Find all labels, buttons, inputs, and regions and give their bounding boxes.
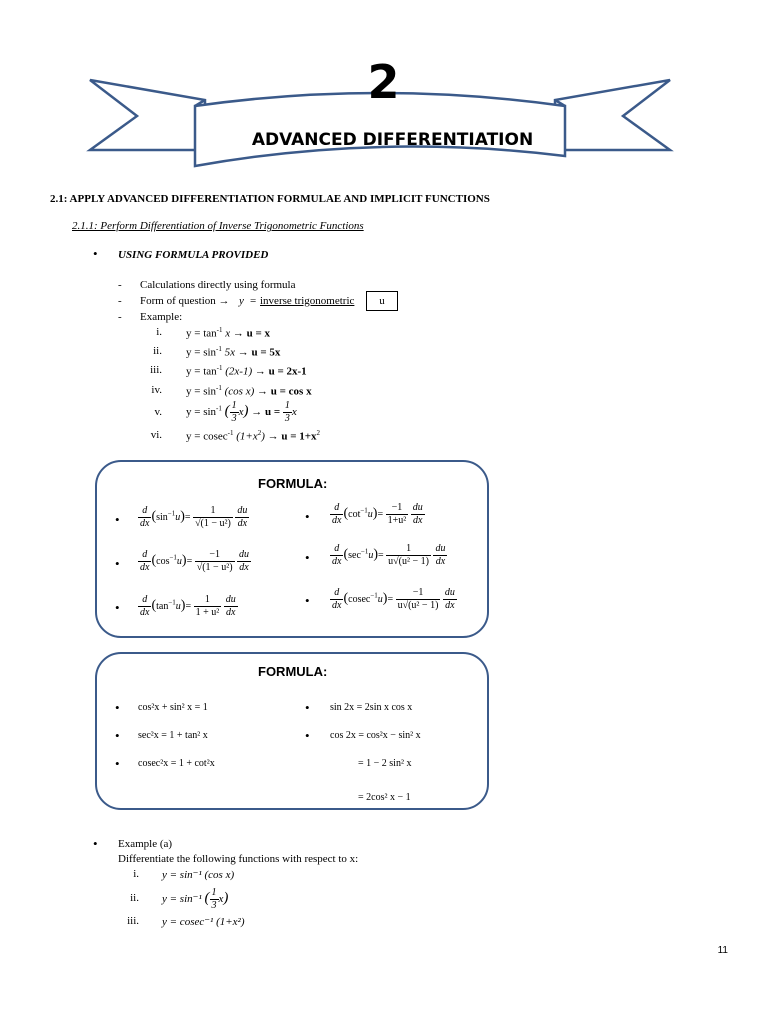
example-num: iv. bbox=[151, 384, 162, 396]
page-number: 11 bbox=[717, 945, 728, 956]
bullet: • bbox=[115, 728, 120, 743]
dash: - bbox=[118, 311, 122, 323]
point-2: Form of question → bbox=[140, 295, 230, 307]
bullet: • bbox=[305, 593, 310, 608]
example-expr: $y = \sin^{-1} (\cos$ x) → u = cos x bbox=[186, 384, 312, 398]
bullet: • bbox=[305, 700, 310, 715]
example-expr: $y = \sin^{-1}$ ( $\frac{1}{3}$ x) → u = $\frac{1}{3}$ x bbox=[186, 400, 297, 424]
formula-d-arctan: $\frac{d}{dx}$ $(\tan^{-1}u)=$ $\frac{1}{\text{1 + u²}}$ $\frac{du}{dx}$ bbox=[140, 594, 236, 618]
bullet: • bbox=[93, 246, 98, 261]
formula-title: FORMULA: bbox=[258, 476, 328, 491]
bullet: • bbox=[115, 700, 120, 715]
dash: - bbox=[118, 279, 122, 291]
dash: - bbox=[118, 295, 122, 307]
example-num: v. bbox=[154, 406, 162, 418]
bullet: • bbox=[115, 556, 120, 571]
bullet: • bbox=[305, 550, 310, 565]
example-a-instruction: Differentiate the following functions with respect to x: bbox=[118, 853, 359, 865]
example-expr: $y = \tan^{-1} x \to u = x$ bbox=[186, 326, 271, 340]
bullet: • bbox=[305, 509, 310, 524]
boxed-u: u bbox=[366, 291, 398, 311]
formula-d-arccosec: $\frac{d}{dx}$ (cosec$^{-1}$u)= $\frac{-1}{\text{u√(u² − 1)}}$ $\frac{du}{dx}$ bbox=[332, 587, 455, 611]
bullet: • bbox=[305, 728, 310, 743]
example-a-num: iii. bbox=[127, 915, 139, 927]
example-expr: $y = \tan^{-1} (2x-1) \to u = 2x-1$ bbox=[186, 364, 307, 378]
bullet: • bbox=[115, 512, 120, 527]
form-y: y bbox=[239, 295, 244, 307]
bullet: • bbox=[115, 756, 120, 771]
formula-title: FORMULA: bbox=[258, 664, 328, 679]
identity-pythag-3: cosec²x = 1 + cot²x bbox=[138, 758, 215, 769]
form-eq: = bbox=[250, 295, 257, 307]
chapter-number: 2 bbox=[367, 55, 401, 109]
example-num: ii. bbox=[153, 345, 162, 357]
formula-d-arccos: $\frac{d}{dx}$ $(\cos^{-1}u)=$ $\frac{-1}{\text{√(1 − u²)}}$ $\frac{du}{dx}$ bbox=[140, 549, 250, 573]
example-a-expr: y = sin⁻¹ ( $\frac{1}{3}$ x) bbox=[162, 887, 229, 911]
example-num: i. bbox=[156, 326, 162, 338]
identity-cos2x-alt1: = 1 − 2 sin² x bbox=[358, 758, 412, 769]
identity-cos2x-alt2: = 2cos² x − 1 bbox=[358, 792, 411, 803]
example-a-expr: y = sin⁻¹ (cos x) bbox=[162, 869, 235, 881]
point-3: Example: bbox=[140, 311, 183, 323]
example-num: vi. bbox=[150, 429, 162, 441]
example-a-num: ii. bbox=[130, 892, 139, 904]
formula-d-arcsin: $\frac{d}{dx}$ $(\sin^{-1}u)=$ $\frac{1}{\text{√(1 − u²)}}$ $\frac{du}{dx}$ bbox=[140, 505, 248, 529]
identity-sin2x: sin 2x = 2sin x cos x bbox=[330, 702, 413, 713]
example-a-num: i. bbox=[133, 868, 139, 880]
identity-cos2x: cos 2x = cos²x − sin² x bbox=[330, 730, 421, 741]
point-1: Calculations directly using formula bbox=[140, 279, 296, 291]
example-expr: y = cosec$^{-1}$ $(1+x^2) \to u = 1+x^2$ bbox=[186, 429, 321, 443]
chapter-title: ADVANCED DIFFERENTIATION bbox=[251, 130, 534, 150]
example-a-expr: y = cosec⁻¹ (1+x²) bbox=[162, 916, 245, 928]
form-inverse: inverse trigonometric bbox=[260, 295, 355, 307]
using-formula-heading: USING FORMULA PROVIDED bbox=[118, 249, 269, 261]
example-num: iii. bbox=[150, 364, 162, 376]
bullet: • bbox=[93, 836, 98, 851]
bullet: • bbox=[115, 600, 120, 615]
example-a-heading: Example (a) bbox=[118, 838, 173, 850]
identity-pythag-2: sec²x = 1 + tan² x bbox=[138, 730, 208, 741]
formula-d-arcsec: $\frac{d}{dx}$ $(\sec^{-1}u)=$ $\frac{1}{\text{u√(u² − 1)}}$ $\frac{du}{dx}$ bbox=[332, 543, 446, 567]
formula-d-arccot: $\frac{d}{dx}$ $(\cot^{-1}u)=$ $\frac{-1}{\text{1+u²}}$ $\frac{du}{dx}$ bbox=[332, 502, 423, 526]
section-heading: 2.1: APPLY ADVANCED DIFFERENTIATION FORMULAE AND IMPLICIT FUNCTIONS bbox=[50, 193, 490, 205]
subsection-heading: 2.1.1: Perform Differentiation of Inverse Trigonometric Functions bbox=[72, 220, 364, 232]
identity-pythag-1: cos²x + sin² x = 1 bbox=[138, 702, 208, 713]
example-expr: $y = \sin^{-1} 5x \to u = 5x$ bbox=[186, 345, 281, 359]
